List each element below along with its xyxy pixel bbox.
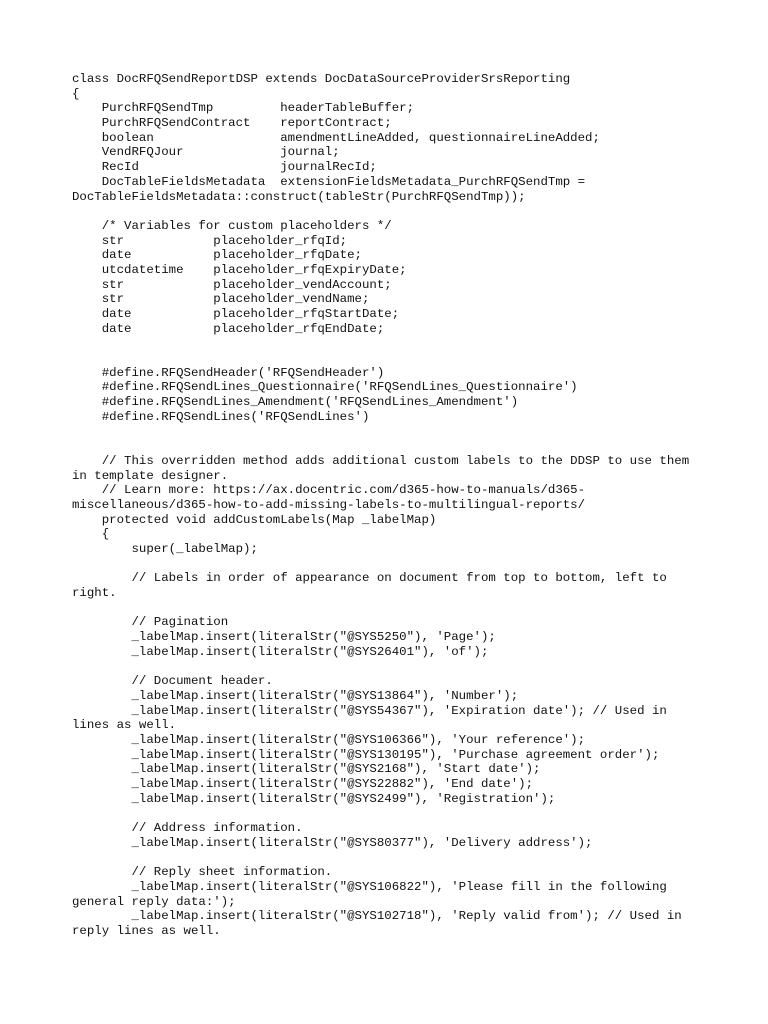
code-line: date placeholder_rfqDate; [72,248,362,263]
code-line: // Reply sheet information. [72,865,333,880]
code-line: // Pagination [72,615,229,630]
code-line: // This overridden method adds additional custom labels to the DDSP to use them [72,453,690,468]
code-line: _labelMap.insert(literalStr("@SYS26401"), 'of'); [72,644,489,659]
code-line: utcdatetime placeholder_rfqExpiryDate; [72,262,407,277]
code-line: _labelMap.insert(literalStr("@SYS5250"), 'Page'); [72,630,496,645]
code-line: // Document header. [72,674,273,689]
code-line: general reply data:'); [72,894,236,909]
code-line: class DocRFQSendReportDSP extends DocDataSourceProviderSrsReporting [72,72,571,86]
code-line: DocTableFieldsMetadata::construct(tableStr(PurchRFQSendTmp)); [72,189,526,204]
code-line [72,204,712,219]
code-line [72,425,712,440]
code-line [72,601,712,616]
code-line: #define.RFQSendLines('RFQSendLines') [72,409,370,424]
code-line [72,557,712,572]
code-line [72,351,712,366]
code-line: _labelMap.insert(literalStr("@SYS2168"), 'Start date'); [72,762,541,777]
code-line: str placeholder_vendName; [72,292,370,307]
code-line: #define.RFQSendHeader('RFQSendHeader') [72,365,385,380]
code-line: PurchRFQSendTmp headerTableBuffer; [72,101,415,116]
code-line: // Address information. [72,821,303,836]
code-line [72,336,712,351]
code-line: _labelMap.insert(literalStr("@SYS13864"), 'Number'); [72,688,519,703]
code-line: lines as well. [72,718,177,733]
code-line: _labelMap.insert(literalStr("@SYS54367"), 'Expiration date'); // Used in [72,703,667,718]
code-line [72,439,712,454]
code-line: str placeholder_rfqId; [72,233,348,248]
code-line: { [72,86,80,101]
code-line: reply lines as well. [72,923,221,938]
code-line: _labelMap.insert(literalStr("@SYS80377"), 'Delivery address'); [72,835,593,850]
code-line: _labelMap.insert(literalStr("@SYS2499"), 'Registration'); [72,791,556,806]
code-line: str placeholder_vendAccount; [72,277,392,292]
code-line [72,806,712,821]
code-line: _labelMap.insert(literalStr("@SYS106366"), 'Your reference'); [72,732,586,747]
code-line: // Learn more: https://ax.docentric.com/d365-how-to-manuals/d365- [72,483,586,498]
code-line: { [72,527,110,542]
code-line: PurchRFQSendContract reportContract; [72,116,392,131]
code-line: right. [72,586,117,601]
code-line: in template designer. [72,468,229,483]
code-line: #define.RFQSendLines_Questionnaire('RFQSendLines_Questionnaire') [72,380,578,395]
code-line: _labelMap.insert(literalStr("@SYS22882"), 'End date'); [72,777,534,791]
code-line: _labelMap.insert(literalStr("@SYS102718"), 'Reply valid from'); // Used in [72,909,682,924]
code-line: miscellaneous/d365-how-to-add-missing-labels-to-multilingual-reports/ [72,497,586,512]
code-line [72,660,712,675]
code-line: protected void addCustomLabels(Map _labelMap) [72,512,437,527]
code-line: DocTableFieldsMetadata extensionFieldsMetadata_PurchRFQSendTmp = [72,174,586,189]
code-line: // Labels in order of appearance on document from top to bottom, left to [72,571,667,586]
code-line [72,850,712,865]
code-line: super(_labelMap); [72,542,258,556]
code-line: #define.RFQSendLines_Amendment('RFQSendLines_Amendment') [72,395,519,410]
code-line: date placeholder_rfqEndDate; [72,321,385,336]
code-line: _labelMap.insert(literalStr("@SYS106822"), 'Please fill in the following [72,879,667,894]
code-line: _labelMap.insert(literalStr("@SYS130195"), 'Purchase agreement order'); [72,747,660,762]
code-line: /* Variables for custom placeholders */ [72,218,392,233]
code-line: RecId journalRecId; [72,160,377,175]
code-line: VendRFQJour journal; [72,145,340,160]
code-document [72,72,712,939]
code-line: boolean amendmentLineAdded, questionnaireLineAdded; [72,130,600,145]
code-line: date placeholder_rfqStartDate; [72,307,400,321]
